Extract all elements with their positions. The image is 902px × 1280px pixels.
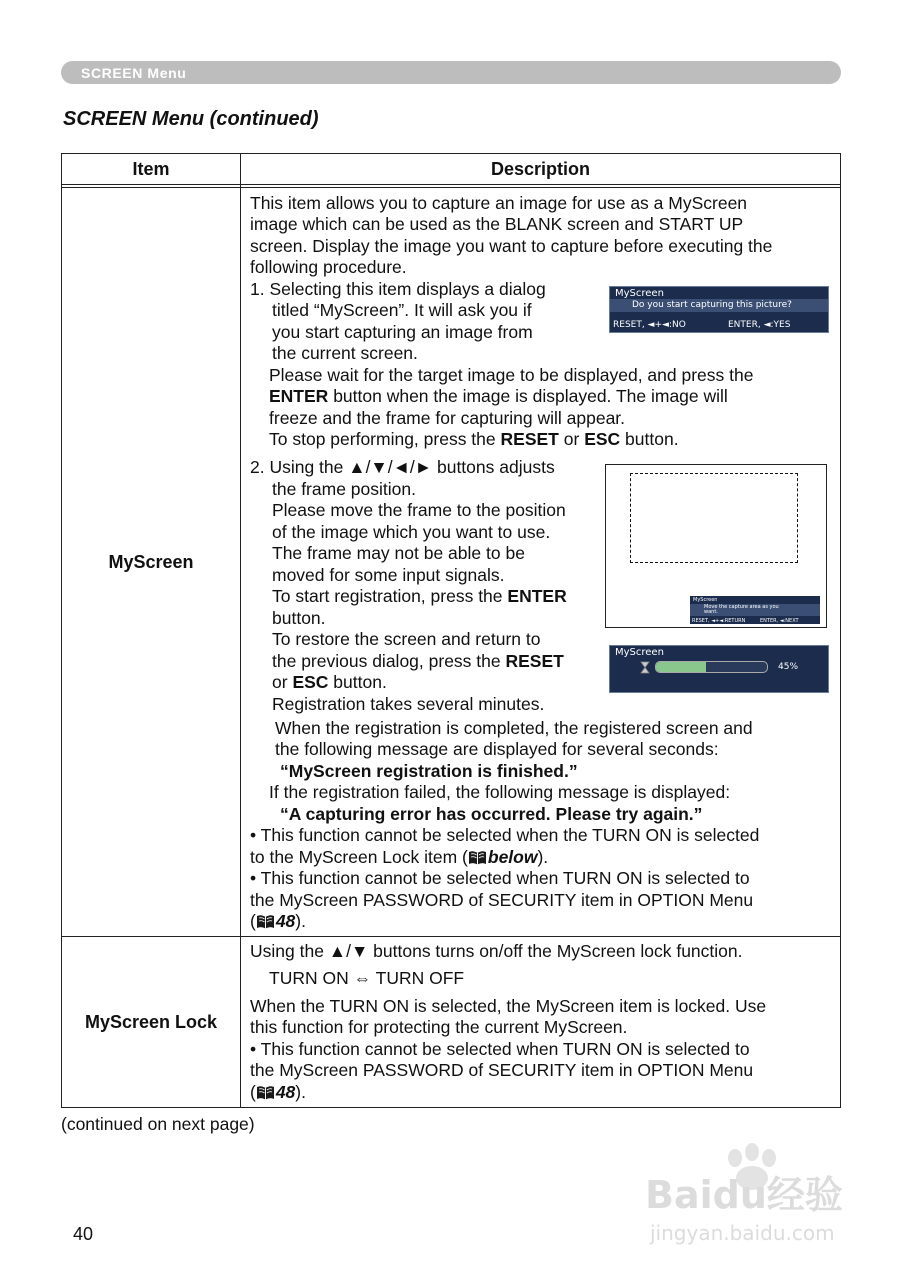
capture-confirm-dialog — [609, 286, 829, 333]
dialog-hint-no: RESET, ◄+◄:NO — [613, 320, 686, 330]
step1-line: titled “MyScreen”. It will ask you if — [272, 300, 532, 320]
ref-below[interactable]: below — [487, 847, 538, 867]
step2-line: moved for some input signals. — [272, 565, 505, 585]
note-line: the MyScreen PASSWORD of SECURITY item in OPTION Menu — [250, 890, 754, 910]
svg-text:jingyan.baidu.com: jingyan.baidu.com — [650, 1221, 835, 1245]
section-header-bar — [61, 61, 841, 84]
success-message: “MyScreen registration is finished.” — [280, 761, 578, 781]
step2-line: the previous dialog, press the RESET — [272, 651, 564, 671]
ref-page-48[interactable]: 48 — [275, 911, 296, 931]
desc-line: following procedure. — [250, 257, 407, 277]
note-line: ( 48). — [250, 1082, 306, 1102]
note-line: • This function cannot be selected when TURN ON is selected to — [250, 868, 750, 888]
note-line: ( 48). — [250, 911, 306, 931]
desc-line: This item allows you to capture an image for use as a MyScreen — [250, 193, 748, 213]
desc-line: When the TURN ON is selected, the MyScreen item is locked. Use — [250, 996, 767, 1016]
dialog-title: MyScreen — [615, 647, 664, 658]
move-capture-dialog: MyScreen Move the capture area as you want. RESET, ◄+◄:RETURN ENTER, ◄:NEXT — [690, 596, 820, 624]
note-line: to the MyScreen Lock item ( below). — [250, 847, 549, 867]
dialog-hint-yes: ENTER, ◄:YES — [728, 320, 791, 330]
svg-text:Baidu经验: Baidu经验 — [645, 1173, 843, 1217]
step2-line: The frame may not be able to be — [272, 543, 525, 563]
step1-line: freeze and the frame for capturing will appear. — [269, 408, 626, 428]
item-myscreen: MyScreen — [62, 188, 241, 937]
capture-frame-illustration — [605, 464, 827, 628]
capture-area-frame — [630, 473, 798, 563]
ref-page-48[interactable]: 48 — [275, 1082, 296, 1102]
step2-line: To restore the screen and return to — [272, 629, 541, 649]
book-icon — [256, 914, 275, 929]
step1-line: you start capturing an image from — [272, 322, 533, 342]
step2-line: or ESC button. — [272, 672, 387, 692]
step2-line: If the registration failed, the following message is displayed: — [269, 782, 731, 802]
section-label: SCREEN Menu — [81, 65, 187, 81]
desc-line: this function for protecting the current MyScreen. — [250, 1017, 628, 1037]
book-icon — [468, 850, 487, 865]
step2-line: of the image which you want to use. — [272, 522, 551, 542]
page-number: 40 — [73, 1224, 94, 1244]
step2-line: When the registration is completed, the registered screen and — [275, 718, 753, 738]
step2-line: the following message are displayed for several seconds: — [275, 739, 719, 759]
toggle-options: TURN ON ⇔ TURN OFF — [269, 968, 465, 988]
column-header-item: Item — [62, 154, 241, 185]
step1-line: ENTER button when the image is displayed. The image will — [269, 386, 728, 406]
step2-line: Please move the frame to the position — [272, 500, 566, 520]
dialog-message: Do you start capturing this picture? — [632, 300, 792, 310]
dialog-title: MyScreen — [615, 288, 664, 299]
registration-progress-dialog — [609, 645, 829, 693]
progress-percent: 45% — [778, 662, 799, 672]
table-header-row — [62, 154, 841, 185]
desc-line: Using the ▲/▼ buttons turns on/off the MyScreen lock function. — [250, 941, 743, 961]
step2-line: To start registration, press the ENTER — [272, 586, 567, 606]
continued-note: (continued on next page) — [61, 1114, 255, 1134]
step2-line: the frame position. — [272, 479, 416, 499]
step2-line: Registration takes several minutes. — [272, 694, 545, 714]
book-icon — [256, 1085, 275, 1100]
note-line: • This function cannot be selected when the TURN ON is selected — [250, 825, 760, 845]
key-reset: RESET — [500, 429, 559, 449]
item-myscreen-lock: MyScreen Lock — [62, 937, 241, 1108]
step2-line: 2. Using the ▲/▼/◄/► buttons adjusts — [250, 457, 555, 477]
step1-line: To stop performing, press the RESET or ESC button. — [269, 429, 679, 449]
key-enter: ENTER — [269, 386, 329, 406]
note-line: • This function cannot be selected when TURN ON is selected to — [250, 1039, 750, 1059]
desc-line: screen. Display the image you want to capture before executing the — [250, 236, 773, 256]
column-header-description: Description — [241, 154, 841, 185]
registration-progress-bar — [655, 661, 768, 673]
table-row — [62, 937, 841, 1108]
hourglass-icon — [640, 661, 650, 674]
page-title: SCREEN Menu (continued) — [63, 108, 319, 130]
key-esc: ESC — [584, 429, 621, 449]
baidu-watermark-logo — [640, 1140, 850, 1250]
step2-line: button. — [272, 608, 326, 628]
desc-line: image which can be used as the BLANK screen and START UP — [250, 214, 744, 234]
note-line: the MyScreen PASSWORD of SECURITY item in OPTION Menu — [250, 1060, 754, 1080]
step1-line: Please wait for the target image to be displayed, and press the — [269, 365, 754, 385]
step1-line: the current screen. — [272, 343, 418, 363]
error-message: “A capturing error has occurred. Please try again.” — [280, 804, 703, 824]
step1-line: 1. Selecting this item displays a dialog — [250, 279, 546, 299]
